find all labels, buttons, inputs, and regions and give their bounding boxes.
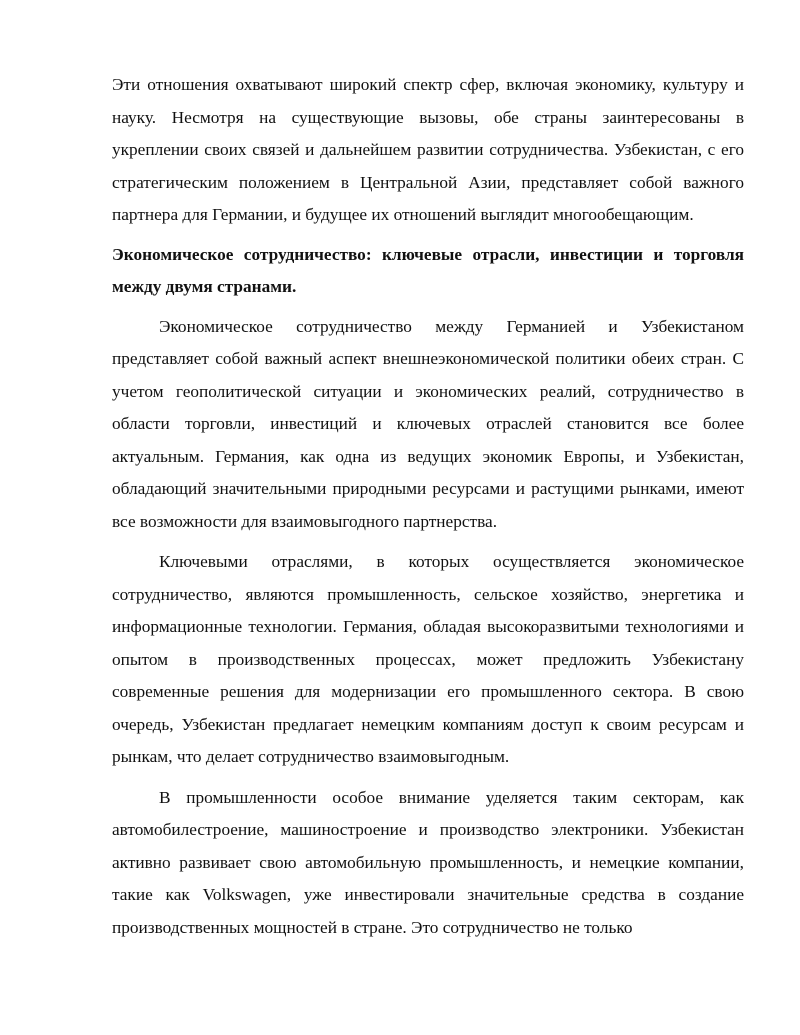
section-heading: Экономическое сотрудничество: ключевые отрасли, инвестиции и торговля между двумя странами. — [112, 244, 744, 296]
document-page — [112, 69, 744, 944]
paragraph-economic-cooperation: Экономическое сотрудничество между Германией и Узбекистаном представляет собой важный аспект внешнеэкономической политики обеих стран. С учетом геополитической ситуации и экономических реалий, сотрудничество в области торговли, инвестиций и ключевых отраслей становится все более актуальным. Германия, как одна из ведущих экономик Европы, и Узбекистан, обладающий значительными природными ресурсами и растущими рынками, имеют все возможности для взаимовыгодного партнерства. — [112, 316, 744, 531]
paragraph-intro: Эти отношения охватывают широкий спектр сфер, включая экономику, культуру и науку. Несмотря на существующие вызовы, обе страны заинтересованы в укреплении своих связей и дальнейшем развитии сотрудничества. Узбекистан, с его стратегическим положением в Центральной Азии, представляет собой важного партнера для Германии, и будущее их отношений выглядит многообещающим. — [112, 75, 744, 224]
paragraph-key-industries: Ключевыми отраслями, в которых осуществляется экономическое сотрудничество, являются промышленность, сельское хозяйство, энергетика и информационные технологии. Германия, обладая высокоразвитыми технологиями и опытом в производственных процессах, может предложить Узбекистану современные решения для модернизации его промышленного сектора. В свою очередь, Узбекистан предлагает немецким компаниям доступ к своим ресурсам и рынкам, что делает сотрудничество взаимовыгодным. — [112, 552, 744, 766]
paragraph-industry-sectors: В промышленности особое внимание уделяется таким секторам, как автомобилестроение, машиностроение и производство электроники. Узбекистан активно развивает свою автомобильную промышленность, и немецкие компании, такие как Volkswagen, уже инвестировали значительные средства в создание производственных мощностей в стране. Это сотрудничество не только — [112, 787, 744, 937]
